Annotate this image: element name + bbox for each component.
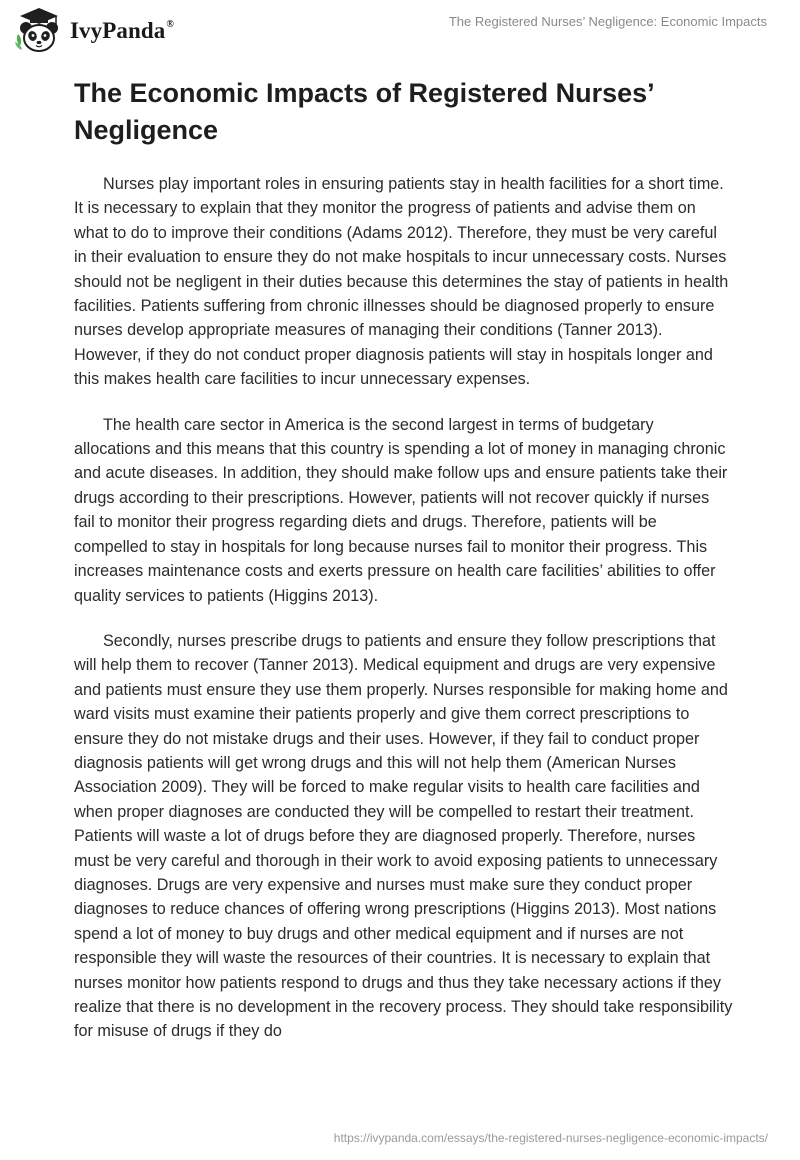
document-title: The Registered Nurses’ Negligence: Economic Impacts bbox=[448, 14, 767, 29]
page-header bbox=[0, 0, 800, 62]
paragraph-2: The health care sector in America is the second largest in terms of budgetary allocations and this means that this country is spending a lot of money in managing chronic and acute diseases. In addition, they should make follow ups and ensure patients take their drugs according to their prescriptions. However, patients will not recover quickly if nurses fail to monitor their progress regarding diets and drugs. Therefore, patients will be compelled to stay in hospitals for long because nurses fail to monitor their progress. This increases maintenance costs and exerts pressure on health care facilities’ abilities to offer quality services to patients (Higgins 2013). bbox=[74, 415, 728, 605]
page-title: The Economic Impacts of Registered Nurses’ Negligence bbox=[74, 78, 654, 145]
paragraph-3: Secondly, nurses prescribe drugs to patients and ensure they follow prescriptions that will help them to recover (Tanner 2013). Medical equipment and drugs are very expensive and patients must ensure they use them properly. Nurses responsible for making home and ward visits must examine their patients properly and give them correct prescriptions to ensure they do not mistake drugs and their uses. However, if they fail to conduct proper diagnosis patients will get wrong drugs and this will not help them (American Nurses Association 2009). They will be forced to make regular visits to health care facilities and when proper diagnoses are conducted they will be compelled to restart their treatment. Patients will waste a lot of drugs before they are diagnosed properly. Therefore, nurses must be very careful and thorough in their work to avoid exposing patients to unnecessary diagnoses. Drugs are very expensive and nurses must make sure they conduct proper diagnoses to reduce chances of offering wrong prescriptions (Higgins 2013). Most nations spend a lot of money to buy drugs and other medical equipment and if nurses are not responsible they will waste the resources of their countries. It is necessary to explain that nurses monitor how patients respond to drugs and thus they take necessary actions if they realize that there is no development in the recovery process. They should take responsibility for misuse of drugs if they do bbox=[74, 631, 733, 1041]
source-url[interactable]: https://ivypanda.com/essays/the-registered-nurses-negligence-economic-impacts/ bbox=[333, 1131, 768, 1145]
registered-mark: ® bbox=[166, 19, 174, 30]
panda-graduation-cap-icon bbox=[14, 6, 64, 56]
logo-wordmark: IvyPanda® bbox=[70, 18, 174, 43]
paragraph-1: Nurses play important roles in ensuring patients stay in health facilities for a short time. It is necessary to explain that they monitor the progress of patients and advise them on what to do to improve their conditions (Adams 2012). Therefore, they must be very careful in their evaluation to ensure they do not make hospitals to incur unnecessary costs. Nurses should not be negligent in their duties because this determines the stay of patients in health facilities. Patients suffering from chronic illnesses should be diagnosed properly to ensure nurses develop appropriate measures of managing their conditions (Tanner 2013). However, if they do not conduct proper diagnosis patients will stay in hospitals longer and this makes health care facilities to incur unnecessary expenses. bbox=[74, 175, 729, 389]
essay-article bbox=[74, 75, 734, 1044]
ivypanda-logo[interactable] bbox=[14, 6, 174, 56]
